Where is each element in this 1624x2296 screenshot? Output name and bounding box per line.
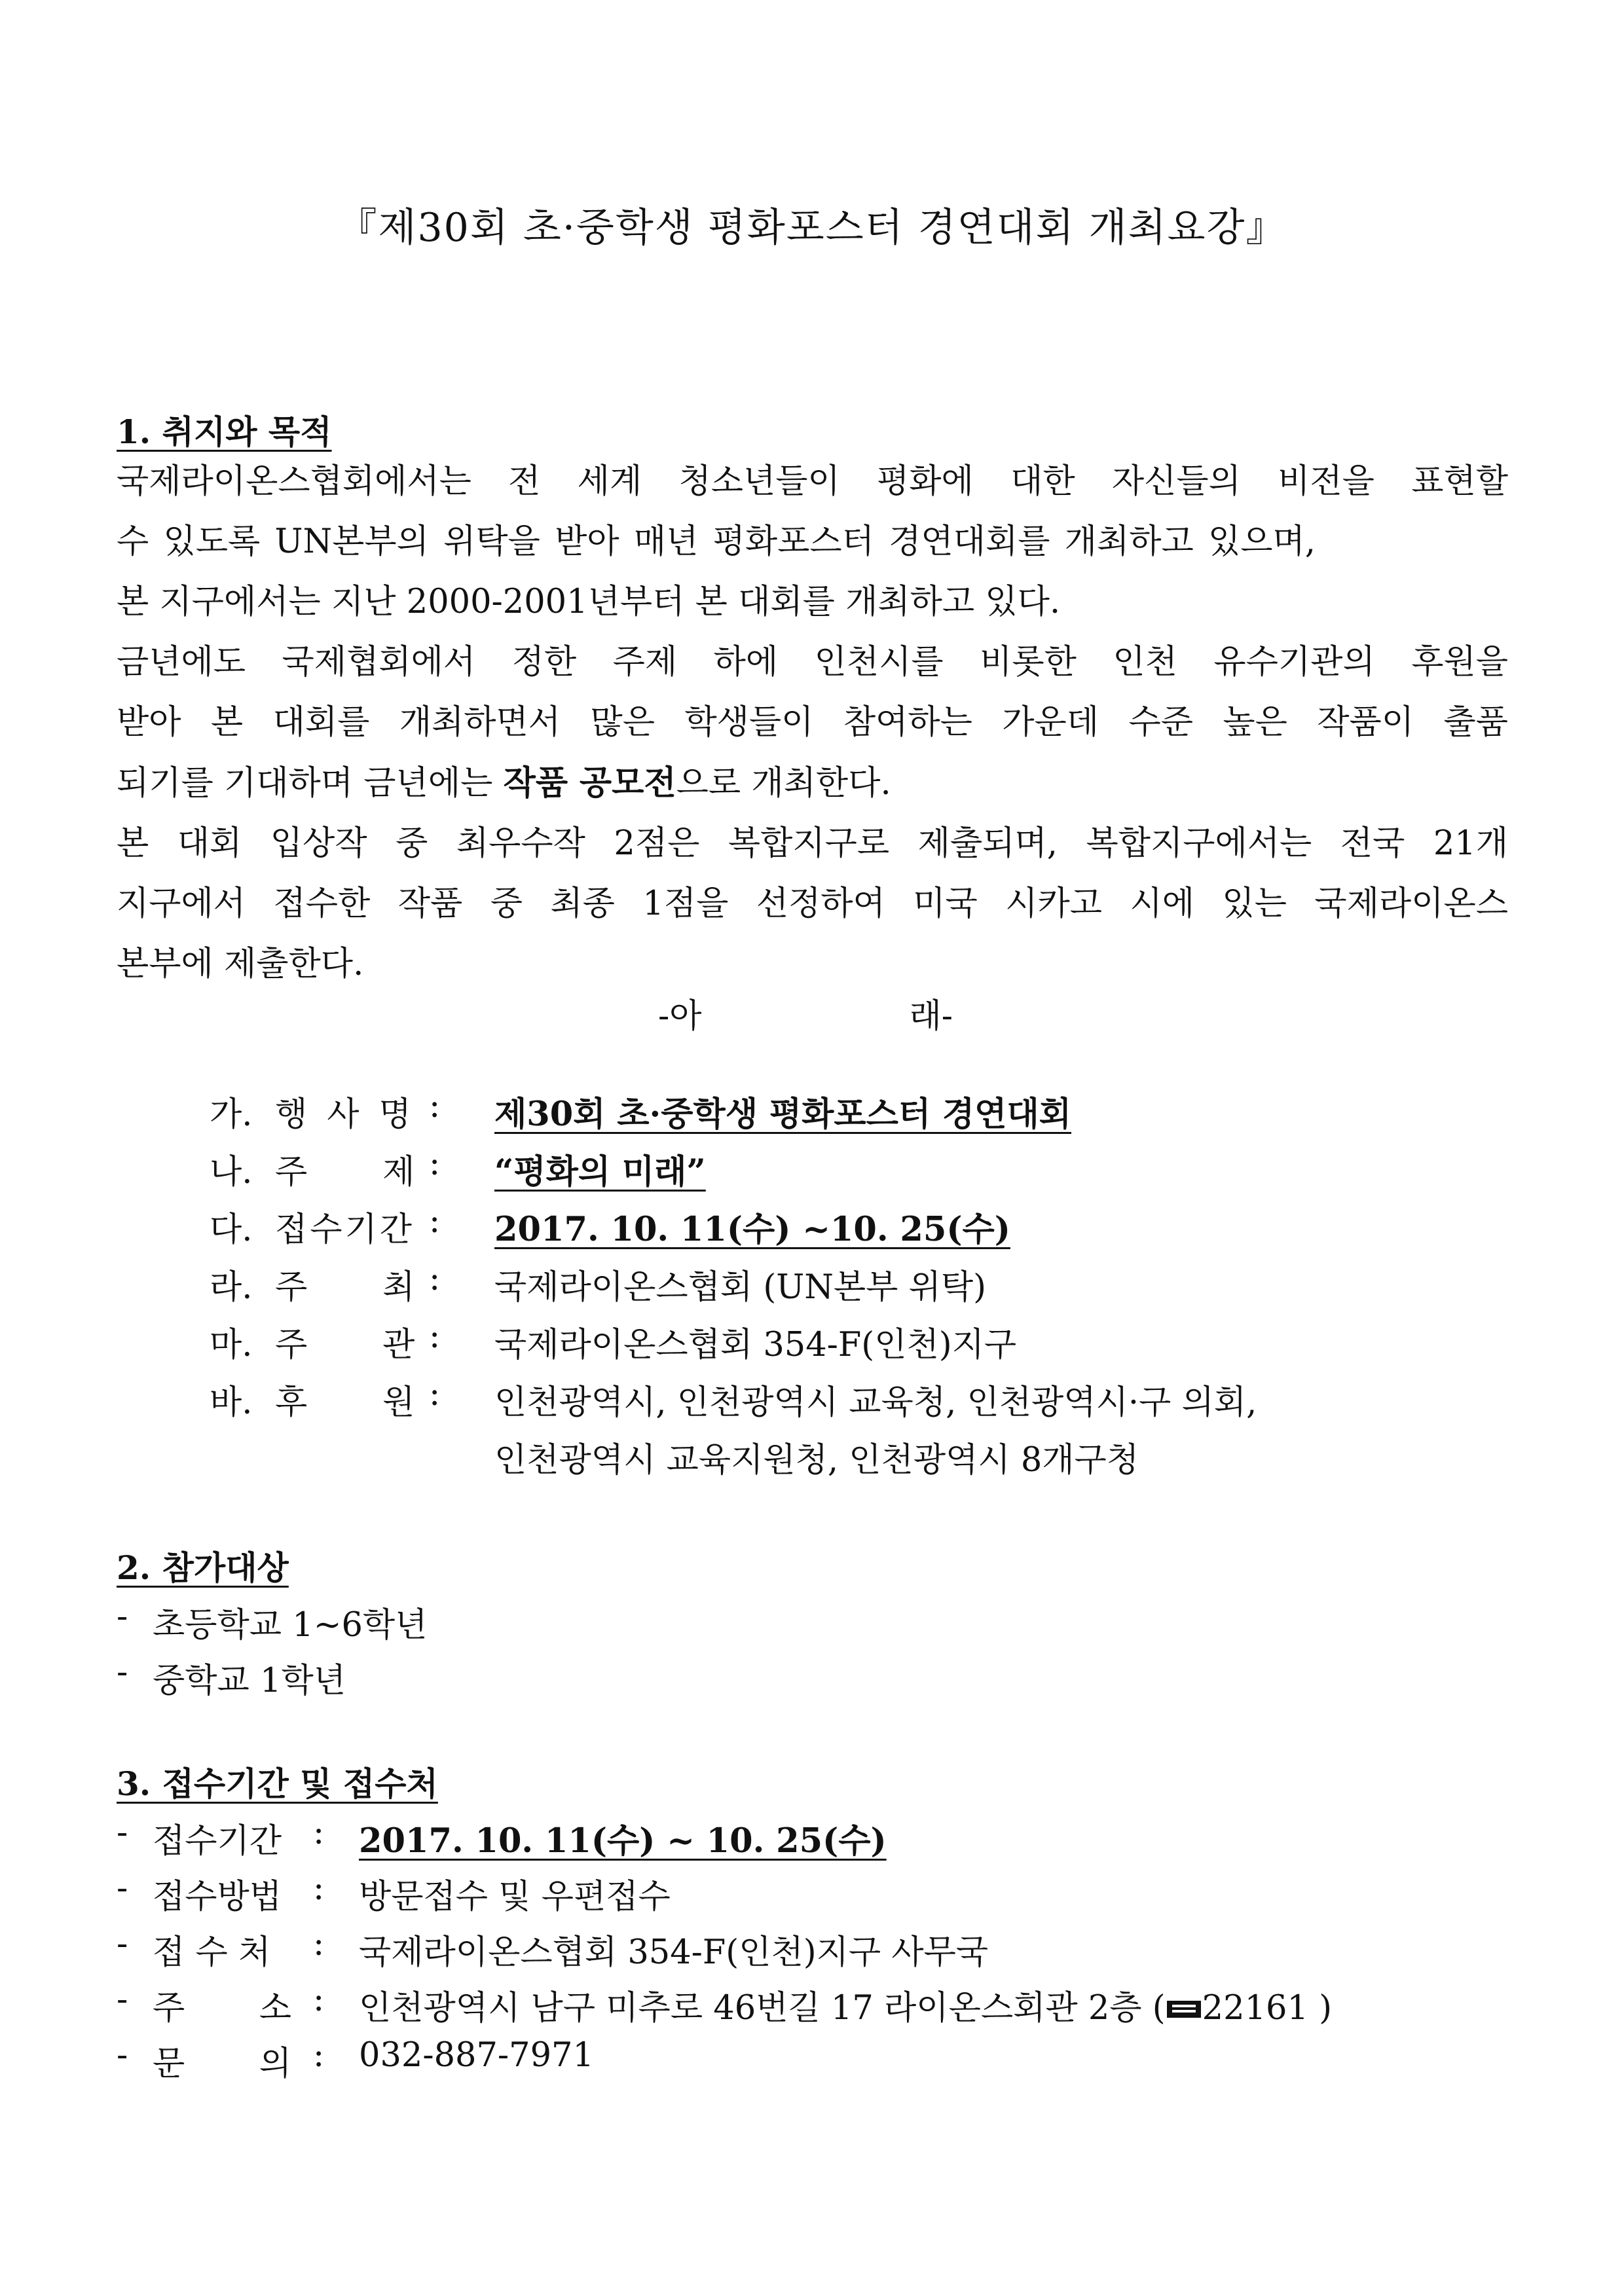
address-text: 인천광역시 남구 미추로 46번길 17 라이온스회관 2층 ( — [359, 1989, 1166, 2028]
section-2-heading: 2. 참가대상 — [117, 1548, 289, 1587]
list-text: 초등학교 1~6학년 — [153, 1606, 428, 1645]
list-label: 접수기간 — [153, 1822, 282, 1861]
paragraph-line: 수 있도록 UN본부의 위탁을 받아 매년 평화포스터 경연대회를 개최하고 있으며, — [117, 522, 1316, 561]
detail-key: 가. — [210, 1095, 253, 1134]
list-colon: : — [313, 1869, 325, 1908]
page-title: 『제30회 초·중학생 평화포스터 경연대회 개최요강』 — [337, 205, 1287, 251]
list-colon: : — [313, 1925, 325, 1963]
list-colon: : — [313, 1980, 325, 2019]
detail-colon: : — [429, 1202, 441, 1241]
paragraph-line: 본 지구에서는 지난 2000-2001년부터 본 대회를 개최하고 있다. — [117, 583, 1061, 621]
below-right: 래- — [909, 997, 953, 1036]
paragraph-line: 국제라이온스협회에서는 전 세계 청소년들이 평화에 대한 자신들의 비전을 표현할 — [117, 462, 1508, 501]
detail-label: 주 관 — [275, 1326, 422, 1364]
list-value: 방문접수 및 우편접수 — [359, 1878, 671, 1916]
detail-key: 다. — [210, 1211, 253, 1249]
detail-colon: : — [429, 1087, 441, 1125]
below-left: -아 — [658, 997, 702, 1036]
detail-value: 인천광역시 교육지원청, 인천광역시 8개구청 — [494, 1441, 1139, 1480]
paragraph-line: 본 대회 입상작 중 최우수작 2점은 복합지구로 제출되며, 복합지구에서는 전국 21개 — [117, 824, 1508, 863]
detail-key: 마. — [210, 1326, 253, 1364]
list-dash: - — [117, 1653, 128, 1692]
postal-code: 22161 ) — [1202, 1989, 1333, 2028]
detail-label: 행사명 — [275, 1095, 431, 1134]
list-colon: : — [313, 1813, 325, 1852]
list-text: 중학교 1학년 — [153, 1662, 346, 1700]
list-dash: - — [117, 1980, 128, 2019]
detail-value: “평화의 미래” — [494, 1152, 706, 1192]
list-label: 접수방법 — [153, 1878, 282, 1916]
paragraph-line: 지구에서 접수한 작품 중 최종 1점을 선정하여 미국 시카고 시에 있는 국제라이온스 — [117, 884, 1508, 923]
detail-value: 국제라이온스협회 (UN본부 위탁) — [494, 1268, 987, 1307]
list-label: 접 수 처 — [153, 1933, 271, 1972]
paragraph-text: 으로 개최한다. — [676, 764, 891, 803]
detail-key: 나. — [210, 1153, 253, 1192]
detail-key: 바. — [210, 1383, 253, 1422]
paragraph-line: 본부에 제출한다. — [117, 945, 364, 983]
list-dash: - — [117, 1869, 128, 1908]
detail-value: 국제라이온스협회 354-F(인천)지구 — [494, 1326, 1017, 1364]
detail-label: 주 최 — [275, 1268, 422, 1307]
below-marker — [658, 989, 953, 1037]
detail-value: 2017. 10. 11(수) ~10. 25(수) — [494, 1210, 1010, 1249]
section-1-body — [117, 452, 1508, 994]
detail-label: 후 원 — [275, 1383, 422, 1422]
detail-colon: : — [429, 1317, 441, 1356]
detail-colon: : — [429, 1260, 441, 1298]
list-label: 문 의 — [153, 2045, 292, 2083]
paragraph-line — [117, 753, 1508, 814]
list-value — [359, 1980, 1332, 2030]
list-dash: - — [117, 1925, 128, 1963]
list-value: 2017. 10. 11(수) ~ 10. 25(수) — [359, 1821, 887, 1861]
list-dash: - — [117, 1597, 128, 1636]
detail-colon: : — [429, 1375, 441, 1413]
paragraph-line: 금년에도 국제협회에서 정한 주제 하에 인천시를 비롯한 인천 유수기관의 후원을 — [117, 643, 1508, 682]
section-3-heading: 3. 접수기간 및 접수처 — [117, 1764, 438, 1803]
detail-key: 라. — [210, 1268, 253, 1307]
emphasis-text: 작품 공모전 — [503, 763, 676, 803]
list-dash: - — [117, 1813, 128, 1852]
paragraph-text: 되기를 기대하며 금년에는 — [117, 764, 504, 803]
list-value: 국제라이온스협회 354-F(인천)지구 사무국 — [359, 1933, 989, 1972]
section-1-heading: 1. 취지와 목적 — [117, 412, 332, 451]
detail-value: 인천광역시, 인천광역시 교육청, 인천광역시·구 의회, — [494, 1383, 1257, 1422]
list-value: 032-887-7971 — [359, 2036, 594, 2075]
postal-code-icon — [1166, 1992, 1202, 2030]
list-dash: - — [117, 2036, 128, 2075]
paragraph-line: 받아 본 대회를 개최하면서 많은 학생들이 참여하는 가운데 수준 높은 작품이 출품 — [117, 703, 1508, 742]
detail-value: 제30회 초·중학생 평화포스터 경연대회 — [494, 1095, 1071, 1134]
list-colon: : — [313, 2036, 325, 2075]
detail-colon: : — [429, 1144, 441, 1183]
list-label: 주 소 — [153, 1989, 292, 2028]
detail-label: 주 제 — [275, 1153, 422, 1192]
detail-label: 접수기간 — [275, 1211, 415, 1249]
